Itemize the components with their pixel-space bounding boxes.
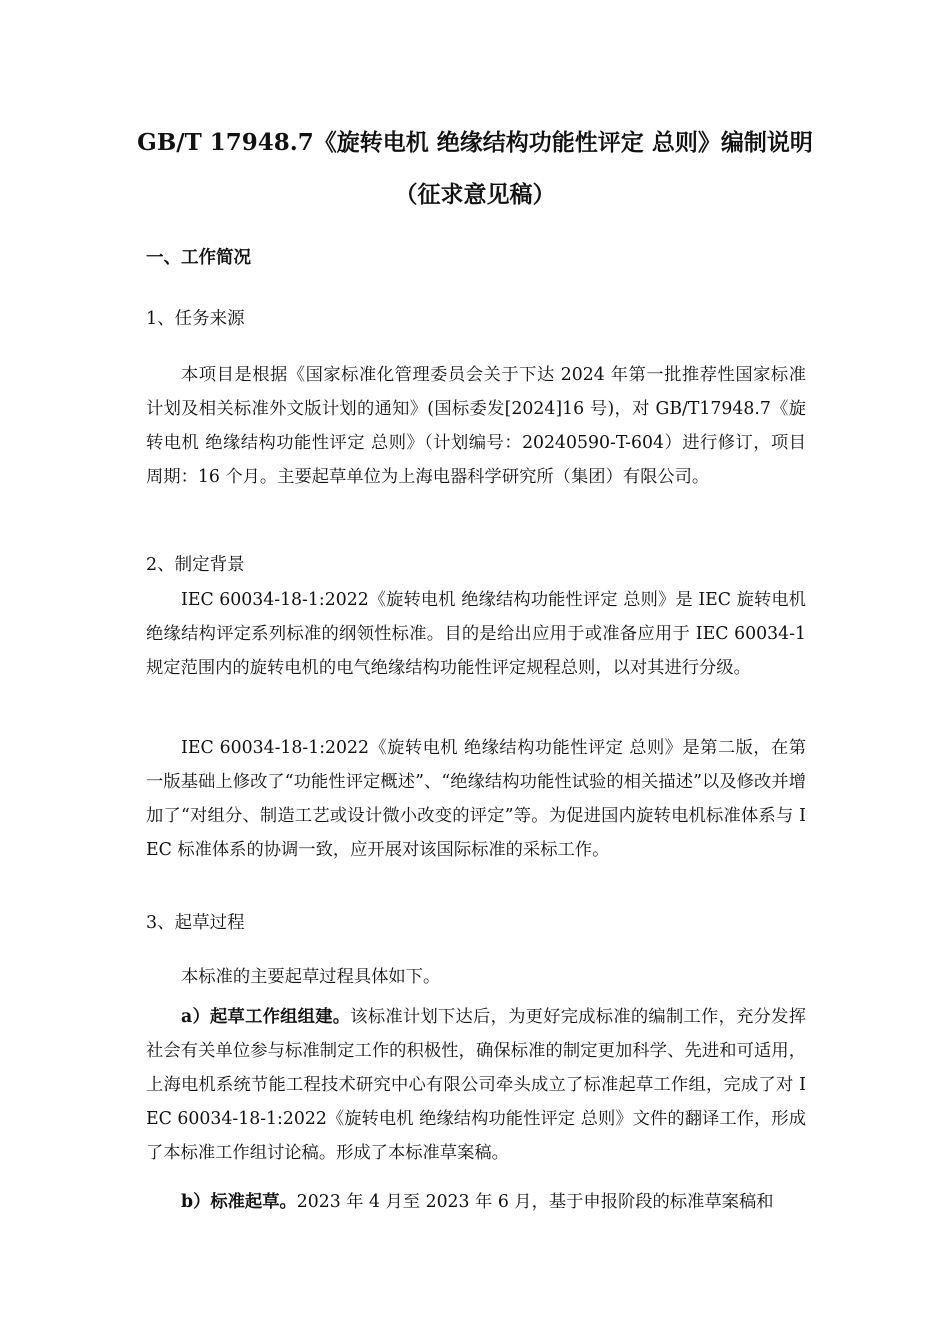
paragraph-background-1: IEC 60034-18-1:2022《旋转电机 绝缘结构功能性评定 总则》是 IEC 旋转电机绝缘结构评定系列标准的纲领性标准。目的是给出应用于或准备应用于 IEC 60034-1 规定范围内的旋转电机的电气绝缘结构功能性评定规程总则，以对其进行分级。 <box>146 590 806 678</box>
paragraph-drafting-a-lead: a）起草工作组组建。 <box>181 1007 351 1027</box>
paragraph-drafting-b-lead: b）标准起草。 <box>181 1192 297 1212</box>
paragraph-drafting-b-text: 2023 年 4 月至 2023 年 6 月，基于申报阶段的标准草案稿和 <box>296 1192 774 1212</box>
paragraph-background-2: IEC 60034-18-1:2022《旋转电机 绝缘结构功能性评定 总则》是第二版，在第一版基础上修改了“功能性评定概述”、“绝缘结构功能性试验的相关描述”以及修改并增加了“对组分、制造工艺或设计微小改变的评定”等。为促进国内旋转电机标准体系与 IEC 标准体系的协调一致，应开展对该国际标准的采标工作。 <box>146 738 806 860</box>
subheading-task-source: 1、任务来源 <box>146 309 245 329</box>
paragraph-task-source: 本项目是根据《国家标准化管理委员会关于下达 2024 年第一批推荐性国家标准计划及相关标准外文版计划的通知》(国标委发[2024]16 号)，对 GB/T17948.7《旋转电机 绝缘结构功能性评定 总则》（计划编号：20240590-T-604）进行修订，项目周期：16 个月。主要起草单位为上海电器科学研究所（集团）有限公司。 <box>146 365 806 487</box>
document-title: GB/T 17948.7《旋转电机 绝缘结构功能性评定 总则》编制说明 <box>137 129 813 156</box>
paragraph-drafting-intro: 本标准的主要起草过程具体如下。 <box>181 967 441 987</box>
subheading-drafting-process: 3、起草过程 <box>146 913 245 933</box>
document-subtitle: （征求意见稿） <box>394 181 556 208</box>
subheading-background: 2、制定背景 <box>146 555 245 575</box>
section-heading-work-overview: 一、工作简况 <box>146 248 251 268</box>
paragraph-drafting-b <box>146 1185 806 1219</box>
paragraph-drafting-a-text: 该标准计划下达后，为更好完成标准的编制工作，充分发挥社会有关单位参与标准制定工作的积极性，确保标准的制定更加科学、先进和可适用，上海电机系统节能工程技术研究中心有限公司牵头成立了标准起草工作组，完成了对 IEC 60034-18-1:2022《旋转电机 绝缘结构功能性评定 总则》文件的翻译工作，形成了本标准工作组讨论稿。形成了本标准草案稿。 <box>146 1007 806 1163</box>
paragraph-drafting-a <box>146 1000 806 1170</box>
